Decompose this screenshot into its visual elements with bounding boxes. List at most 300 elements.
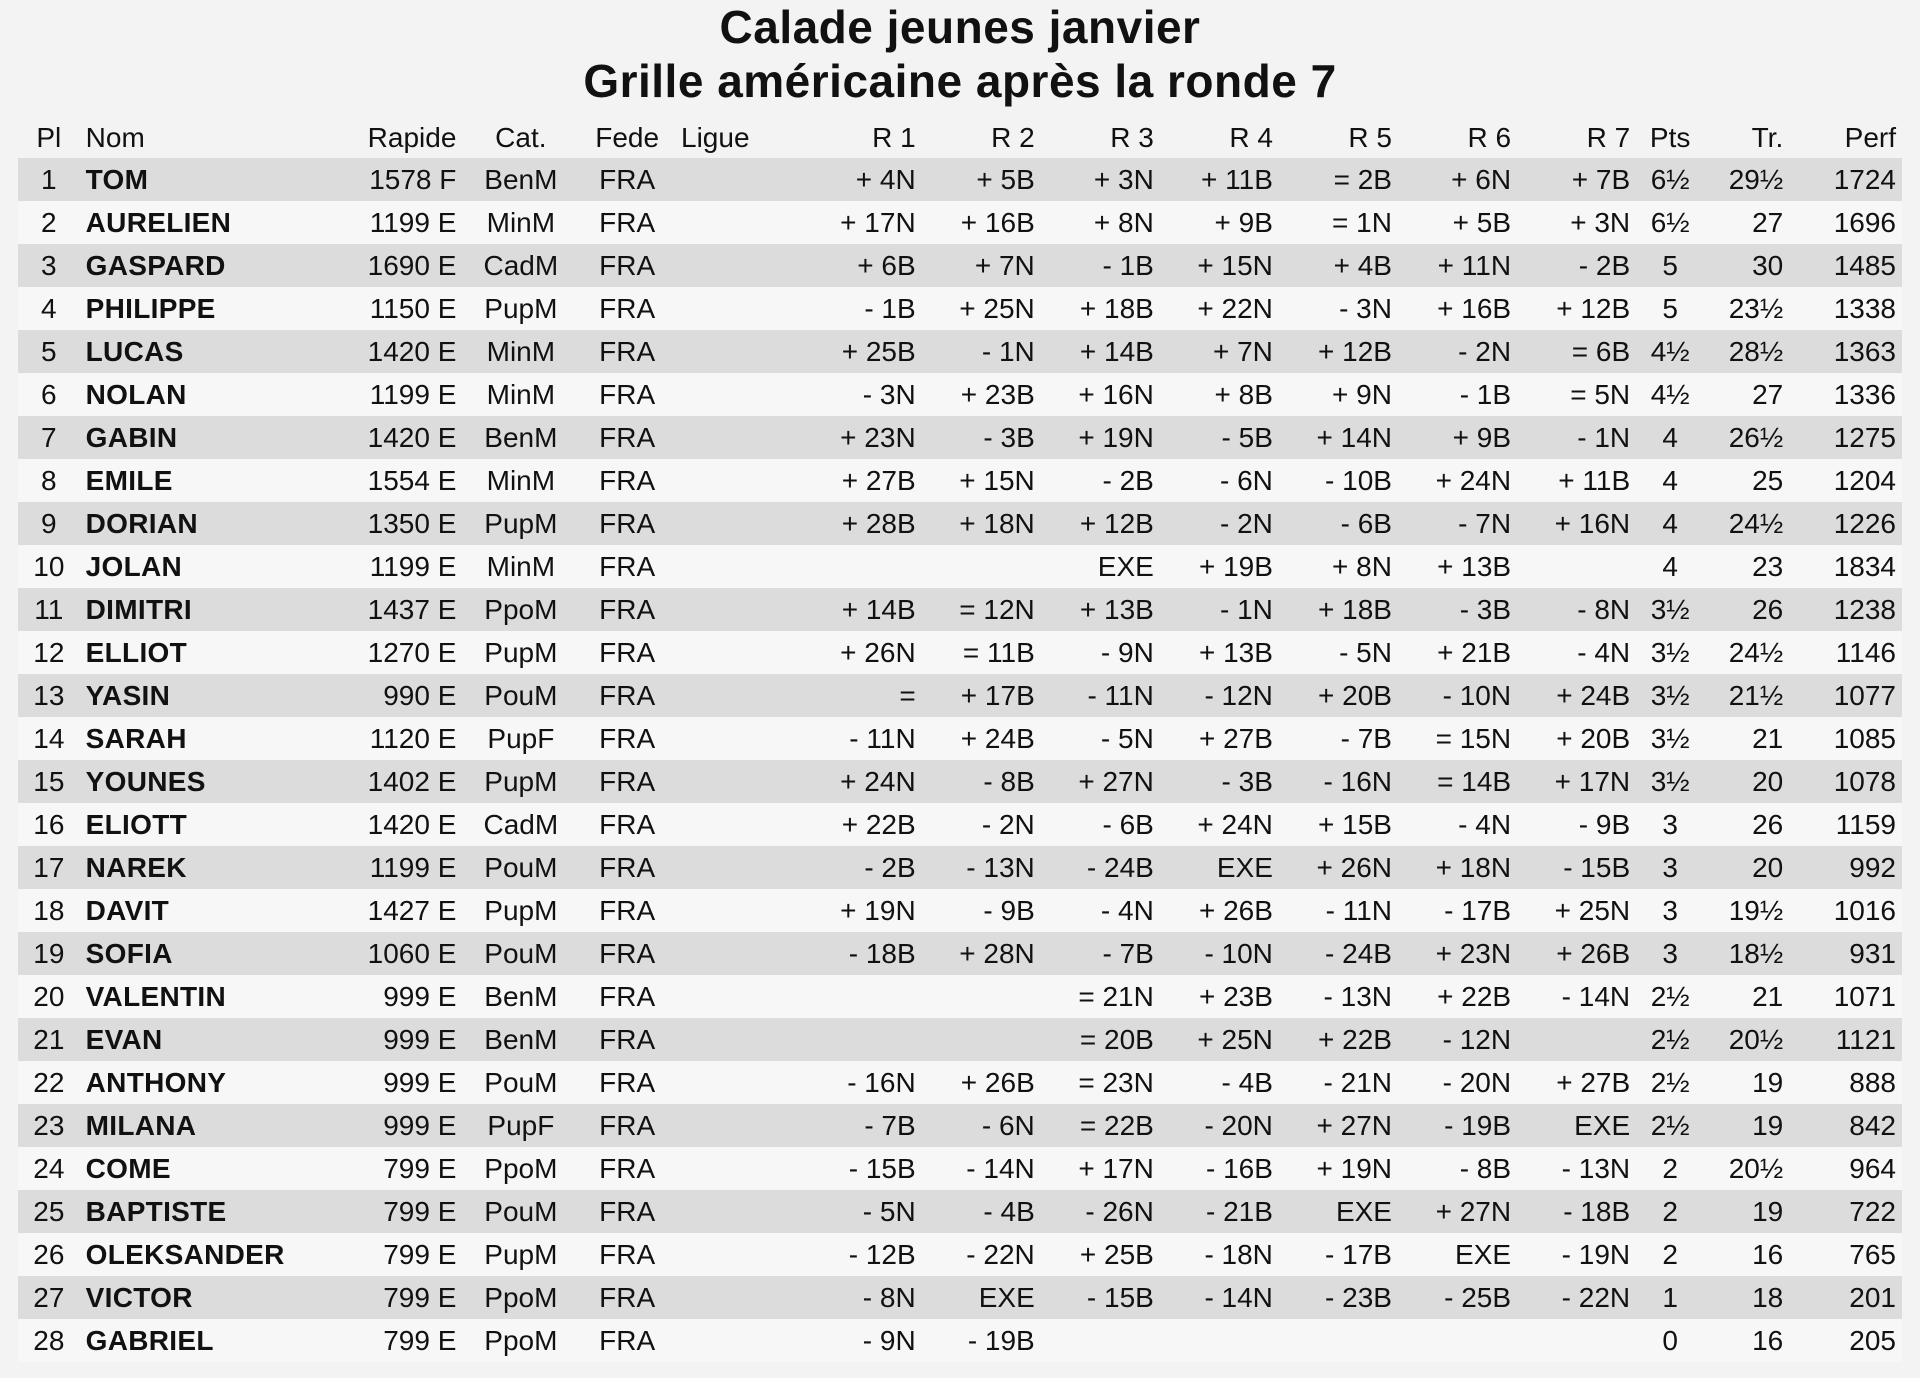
player-federation: FRA: [579, 502, 675, 545]
round-6-result: + 27N: [1398, 1190, 1517, 1233]
round-6-result: + 5B: [1398, 201, 1517, 244]
round-6-result: - 19B: [1398, 1104, 1517, 1147]
player-federation: FRA: [579, 1018, 675, 1061]
round-1-result: + 19N: [803, 889, 922, 932]
player-category: PupM: [462, 287, 579, 330]
round-2-result: + 28N: [922, 932, 1041, 975]
player-performance: 964: [1789, 1147, 1902, 1190]
player-place: 12: [18, 631, 80, 674]
player-tiebreak: 19: [1704, 1104, 1789, 1147]
player-points: 2: [1636, 1190, 1704, 1233]
player-rating: 1199 E: [345, 373, 462, 416]
player-name: ELIOTT: [80, 803, 346, 846]
round-7-result: - 14N: [1517, 975, 1636, 1018]
player-federation: FRA: [579, 287, 675, 330]
player-points: 2: [1636, 1233, 1704, 1276]
player-league: [675, 1276, 803, 1319]
player-category: PpoM: [462, 1276, 579, 1319]
player-rating: 1420 E: [345, 416, 462, 459]
player-rating: 999 E: [345, 975, 462, 1018]
round-5-result: + 8N: [1279, 545, 1398, 588]
round-3-result: - 6B: [1041, 803, 1160, 846]
table-row: [18, 545, 1902, 588]
player-points: 2½: [1636, 1061, 1704, 1104]
round-1-result: - 15B: [803, 1147, 922, 1190]
player-league: [675, 201, 803, 244]
player-place: 25: [18, 1190, 80, 1233]
player-rating: 1554 E: [345, 459, 462, 502]
player-name: ELLIOT: [80, 631, 346, 674]
table-row: [18, 846, 1902, 889]
player-name: NAREK: [80, 846, 346, 889]
player-league: [675, 1319, 803, 1362]
player-points: 4: [1636, 416, 1704, 459]
round-2-result: [922, 975, 1041, 1018]
player-league: [675, 158, 803, 201]
player-tiebreak: 27: [1704, 373, 1789, 416]
round-6-result: - 12N: [1398, 1018, 1517, 1061]
player-league: [675, 1104, 803, 1147]
round-2-result: - 4B: [922, 1190, 1041, 1233]
round-3-result: + 3N: [1041, 158, 1160, 201]
round-3-result: + 8N: [1041, 201, 1160, 244]
player-category: MinM: [462, 330, 579, 373]
player-points: 6½: [1636, 158, 1704, 201]
player-performance: 1071: [1789, 975, 1902, 1018]
player-category: PupF: [462, 1104, 579, 1147]
table-row: [18, 1147, 1902, 1190]
player-points: 3: [1636, 803, 1704, 846]
round-6-result: - 20N: [1398, 1061, 1517, 1104]
round-4-result: - 4B: [1160, 1061, 1279, 1104]
player-rating: 1350 E: [345, 502, 462, 545]
player-tiebreak: 19: [1704, 1061, 1789, 1104]
player-category: PupM: [462, 631, 579, 674]
round-7-result: - 9B: [1517, 803, 1636, 846]
round-1-result: + 25B: [803, 330, 922, 373]
player-league: [675, 760, 803, 803]
round-2-result: = 12N: [922, 588, 1041, 631]
player-tiebreak: 23: [1704, 545, 1789, 588]
round-4-result: [1160, 1319, 1279, 1362]
player-category: PouM: [462, 674, 579, 717]
player-tiebreak: 21½: [1704, 674, 1789, 717]
player-points: 4: [1636, 502, 1704, 545]
round-2-result: - 19B: [922, 1319, 1041, 1362]
player-category: PpoM: [462, 1147, 579, 1190]
player-federation: FRA: [579, 803, 675, 846]
round-7-result: - 18B: [1517, 1190, 1636, 1233]
round-5-result: [1279, 1319, 1398, 1362]
player-tiebreak: 20: [1704, 760, 1789, 803]
round-1-result: - 12B: [803, 1233, 922, 1276]
round-4-result: + 11B: [1160, 158, 1279, 201]
round-3-result: - 24B: [1041, 846, 1160, 889]
round-4-result: - 3B: [1160, 760, 1279, 803]
round-1-result: + 24N: [803, 760, 922, 803]
round-5-result: - 10B: [1279, 459, 1398, 502]
player-name: VICTOR: [80, 1276, 346, 1319]
player-place: 11: [18, 588, 80, 631]
round-7-result: + 24B: [1517, 674, 1636, 717]
player-name: OLEKSANDER: [80, 1233, 346, 1276]
round-2-result: + 25N: [922, 287, 1041, 330]
player-rating: 1690 E: [345, 244, 462, 287]
player-federation: FRA: [579, 1276, 675, 1319]
player-league: [675, 803, 803, 846]
player-tiebreak: 24½: [1704, 502, 1789, 545]
table-row: [18, 1233, 1902, 1276]
round-1-result: + 27B: [803, 459, 922, 502]
player-performance: 1485: [1789, 244, 1902, 287]
player-category: PpoM: [462, 1319, 579, 1362]
round-6-result: + 21B: [1398, 631, 1517, 674]
round-3-result: - 5N: [1041, 717, 1160, 760]
round-2-result: EXE: [922, 1276, 1041, 1319]
round-4-result: + 22N: [1160, 287, 1279, 330]
col-header-fede: Fede: [595, 122, 660, 153]
round-4-result: EXE: [1160, 846, 1279, 889]
player-place: 22: [18, 1061, 80, 1104]
round-1-result: [803, 975, 922, 1018]
table-row: [18, 760, 1902, 803]
player-name: GABIN: [80, 416, 346, 459]
round-5-result: - 17B: [1279, 1233, 1398, 1276]
player-rating: 799 E: [345, 1147, 462, 1190]
player-place: 3: [18, 244, 80, 287]
round-2-result: - 1N: [922, 330, 1041, 373]
player-tiebreak: 28½: [1704, 330, 1789, 373]
table-row: [18, 588, 1902, 631]
player-category: BenM: [462, 1018, 579, 1061]
round-3-result: + 25B: [1041, 1233, 1160, 1276]
round-3-result: - 15B: [1041, 1276, 1160, 1319]
round-6-result: - 2N: [1398, 330, 1517, 373]
round-6-result: EXE: [1398, 1233, 1517, 1276]
player-name: NOLAN: [80, 373, 346, 416]
round-7-result: + 25N: [1517, 889, 1636, 932]
round-6-result: + 11N: [1398, 244, 1517, 287]
player-tiebreak: 21: [1704, 717, 1789, 760]
round-3-result: - 4N: [1041, 889, 1160, 932]
round-6-result: [1398, 1319, 1517, 1362]
round-4-result: - 2N: [1160, 502, 1279, 545]
col-header-r3: R 3: [1110, 122, 1154, 153]
round-7-result: - 1N: [1517, 416, 1636, 459]
player-rating: 1420 E: [345, 803, 462, 846]
round-5-result: - 7B: [1279, 717, 1398, 760]
player-name: ANTHONY: [80, 1061, 346, 1104]
col-header-nom: Nom: [85, 122, 145, 153]
round-4-result: + 13B: [1160, 631, 1279, 674]
round-1-result: + 6B: [803, 244, 922, 287]
player-points: 0: [1636, 1319, 1704, 1362]
player-league: [675, 932, 803, 975]
col-header-ligue: Ligue: [681, 122, 750, 153]
standings-table: [18, 118, 1902, 1362]
round-5-result: + 14N: [1279, 416, 1398, 459]
round-4-result: + 26B: [1160, 889, 1279, 932]
round-1-result: - 11N: [803, 717, 922, 760]
player-league: [675, 416, 803, 459]
player-league: [675, 1190, 803, 1233]
round-1-result: [803, 1018, 922, 1061]
player-tiebreak: 26: [1704, 803, 1789, 846]
player-place: 8: [18, 459, 80, 502]
player-tiebreak: 16: [1704, 1233, 1789, 1276]
player-performance: 1834: [1789, 545, 1902, 588]
player-rating: 1199 E: [345, 545, 462, 588]
round-6-result: + 6N: [1398, 158, 1517, 201]
player-performance: 992: [1789, 846, 1902, 889]
player-name: BAPTISTE: [80, 1190, 346, 1233]
round-6-result: - 4N: [1398, 803, 1517, 846]
player-league: [675, 373, 803, 416]
round-6-result: + 22B: [1398, 975, 1517, 1018]
player-federation: FRA: [579, 631, 675, 674]
table-row: [18, 459, 1902, 502]
round-3-result: EXE: [1041, 545, 1160, 588]
player-performance: 1336: [1789, 373, 1902, 416]
player-performance: 1363: [1789, 330, 1902, 373]
round-3-result: + 27N: [1041, 760, 1160, 803]
table-row: [18, 1018, 1902, 1061]
round-6-result: - 17B: [1398, 889, 1517, 932]
player-category: MinM: [462, 201, 579, 244]
player-performance: 765: [1789, 1233, 1902, 1276]
player-name: DIMITRI: [80, 588, 346, 631]
round-2-result: - 6N: [922, 1104, 1041, 1147]
player-points: 3½: [1636, 631, 1704, 674]
player-place: 17: [18, 846, 80, 889]
player-points: 5: [1636, 244, 1704, 287]
round-7-result: - 15B: [1517, 846, 1636, 889]
round-6-result: = 14B: [1398, 760, 1517, 803]
round-3-result: - 7B: [1041, 932, 1160, 975]
round-1-result: - 8N: [803, 1276, 922, 1319]
round-1-result: - 2B: [803, 846, 922, 889]
round-6-result: + 9B: [1398, 416, 1517, 459]
player-federation: FRA: [579, 674, 675, 717]
player-tiebreak: 19: [1704, 1190, 1789, 1233]
round-4-result: - 1N: [1160, 588, 1279, 631]
player-category: BenM: [462, 975, 579, 1018]
player-category: PouM: [462, 1190, 579, 1233]
round-5-result: + 20B: [1279, 674, 1398, 717]
round-1-result: - 1B: [803, 287, 922, 330]
player-name: TOM: [80, 158, 346, 201]
round-4-result: - 6N: [1160, 459, 1279, 502]
round-5-result: - 16N: [1279, 760, 1398, 803]
round-1-result: - 3N: [803, 373, 922, 416]
player-rating: 1199 E: [345, 846, 462, 889]
round-5-result: - 21N: [1279, 1061, 1398, 1104]
round-3-result: + 18B: [1041, 287, 1160, 330]
player-rating: 1427 E: [345, 889, 462, 932]
round-4-result: + 25N: [1160, 1018, 1279, 1061]
round-5-result: + 18B: [1279, 588, 1398, 631]
player-category: PouM: [462, 846, 579, 889]
round-4-result: + 24N: [1160, 803, 1279, 846]
player-place: 15: [18, 760, 80, 803]
round-1-result: - 9N: [803, 1319, 922, 1362]
player-points: 2½: [1636, 975, 1704, 1018]
player-category: MinM: [462, 459, 579, 502]
round-4-result: + 7N: [1160, 330, 1279, 373]
round-2-result: - 8B: [922, 760, 1041, 803]
player-place: 18: [18, 889, 80, 932]
player-federation: FRA: [579, 1233, 675, 1276]
col-header-r6: R 6: [1467, 122, 1512, 153]
round-2-result: = 11B: [922, 631, 1041, 674]
player-rating: 799 E: [345, 1276, 462, 1319]
player-name: EMILE: [80, 459, 346, 502]
round-2-result: + 15N: [922, 459, 1041, 502]
player-league: [675, 631, 803, 674]
player-federation: FRA: [579, 416, 675, 459]
player-place: 10: [18, 545, 80, 588]
round-3-result: [1041, 1319, 1160, 1362]
round-2-result: + 16B: [922, 201, 1041, 244]
player-rating: 999 E: [345, 1104, 462, 1147]
player-category: PupF: [462, 717, 579, 760]
player-rating: 1199 E: [345, 201, 462, 244]
player-rating: 1437 E: [345, 588, 462, 631]
round-1-result: - 16N: [803, 1061, 922, 1104]
round-3-result: - 11N: [1041, 674, 1160, 717]
player-category: PupM: [462, 502, 579, 545]
player-performance: 1121: [1789, 1018, 1902, 1061]
player-performance: 1204: [1789, 459, 1902, 502]
player-name: GASPARD: [80, 244, 346, 287]
table-row: [18, 932, 1902, 975]
player-federation: FRA: [579, 244, 675, 287]
player-performance: 1696: [1789, 201, 1902, 244]
player-name: MILANA: [80, 1104, 346, 1147]
round-2-result: - 2N: [922, 803, 1041, 846]
player-league: [675, 1061, 803, 1104]
round-4-result: + 23B: [1160, 975, 1279, 1018]
round-5-result: + 26N: [1279, 846, 1398, 889]
player-tiebreak: 26: [1704, 588, 1789, 631]
round-7-result: EXE: [1517, 1104, 1636, 1147]
player-federation: FRA: [579, 1061, 675, 1104]
player-category: PouM: [462, 932, 579, 975]
player-points: 2: [1636, 1147, 1704, 1190]
player-points: 3½: [1636, 717, 1704, 760]
round-1-result: =: [803, 674, 922, 717]
round-7-result: + 17N: [1517, 760, 1636, 803]
player-name: COME: [80, 1147, 346, 1190]
player-rating: 1420 E: [345, 330, 462, 373]
player-tiebreak: 23½: [1704, 287, 1789, 330]
round-1-result: - 18B: [803, 932, 922, 975]
player-federation: FRA: [579, 1147, 675, 1190]
round-3-result: - 26N: [1041, 1190, 1160, 1233]
round-1-result: + 28B: [803, 502, 922, 545]
round-1-result: + 14B: [803, 588, 922, 631]
table-row: [18, 1319, 1902, 1362]
player-performance: 842: [1789, 1104, 1902, 1147]
round-7-result: + 20B: [1517, 717, 1636, 760]
player-points: 6½: [1636, 201, 1704, 244]
player-points: 2½: [1636, 1104, 1704, 1147]
round-4-result: - 21B: [1160, 1190, 1279, 1233]
round-7-result: + 7B: [1517, 158, 1636, 201]
player-federation: FRA: [579, 889, 675, 932]
round-7-result: - 22N: [1517, 1276, 1636, 1319]
round-7-result: + 27B: [1517, 1061, 1636, 1104]
player-points: 3½: [1636, 588, 1704, 631]
player-federation: FRA: [579, 717, 675, 760]
player-tiebreak: 18: [1704, 1276, 1789, 1319]
player-league: [675, 459, 803, 502]
round-3-result: + 17N: [1041, 1147, 1160, 1190]
table-row: [18, 674, 1902, 717]
col-header-tr: Tr.: [1751, 122, 1784, 153]
player-tiebreak: 25: [1704, 459, 1789, 502]
col-header-r5: R 5: [1348, 122, 1392, 153]
player-federation: FRA: [579, 932, 675, 975]
player-name: GABRIEL: [80, 1319, 346, 1362]
round-5-result: + 12B: [1279, 330, 1398, 373]
round-5-result: EXE: [1279, 1190, 1398, 1233]
player-league: [675, 717, 803, 760]
round-5-result: = 2B: [1279, 158, 1398, 201]
round-7-result: [1517, 1018, 1636, 1061]
round-6-result: - 10N: [1398, 674, 1517, 717]
player-name: EVAN: [80, 1018, 346, 1061]
table-row: [18, 803, 1902, 846]
round-7-result: - 2B: [1517, 244, 1636, 287]
round-2-result: + 18N: [922, 502, 1041, 545]
player-tiebreak: 20½: [1704, 1147, 1789, 1190]
round-2-result: - 13N: [922, 846, 1041, 889]
player-category: BenM: [462, 158, 579, 201]
table-row: [18, 373, 1902, 416]
player-tiebreak: 21: [1704, 975, 1789, 1018]
player-tiebreak: 20½: [1704, 1018, 1789, 1061]
player-league: [675, 889, 803, 932]
round-2-result: - 9B: [922, 889, 1041, 932]
col-header-pl: Pl: [36, 122, 62, 153]
round-5-result: - 5N: [1279, 631, 1398, 674]
round-1-result: + 23N: [803, 416, 922, 459]
player-place: 27: [18, 1276, 80, 1319]
player-performance: 1275: [1789, 416, 1902, 459]
round-2-result: - 22N: [922, 1233, 1041, 1276]
player-points: 3: [1636, 889, 1704, 932]
round-5-result: + 15B: [1279, 803, 1398, 846]
player-rating: 999 E: [345, 1061, 462, 1104]
player-points: 3: [1636, 932, 1704, 975]
player-federation: FRA: [579, 975, 675, 1018]
col-header-pts: Pts: [1649, 122, 1691, 153]
round-4-result: - 16B: [1160, 1147, 1279, 1190]
round-1-result: - 7B: [803, 1104, 922, 1147]
table-row: [18, 416, 1902, 459]
player-performance: 1338: [1789, 287, 1902, 330]
col-header-rapide: Rapide: [367, 122, 457, 153]
player-place: 21: [18, 1018, 80, 1061]
player-rating: 999 E: [345, 1018, 462, 1061]
round-7-result: + 16N: [1517, 502, 1636, 545]
player-federation: FRA: [579, 1190, 675, 1233]
header-row: [18, 118, 1902, 158]
player-league: [675, 1018, 803, 1061]
player-rating: 990 E: [345, 674, 462, 717]
round-1-result: - 5N: [803, 1190, 922, 1233]
